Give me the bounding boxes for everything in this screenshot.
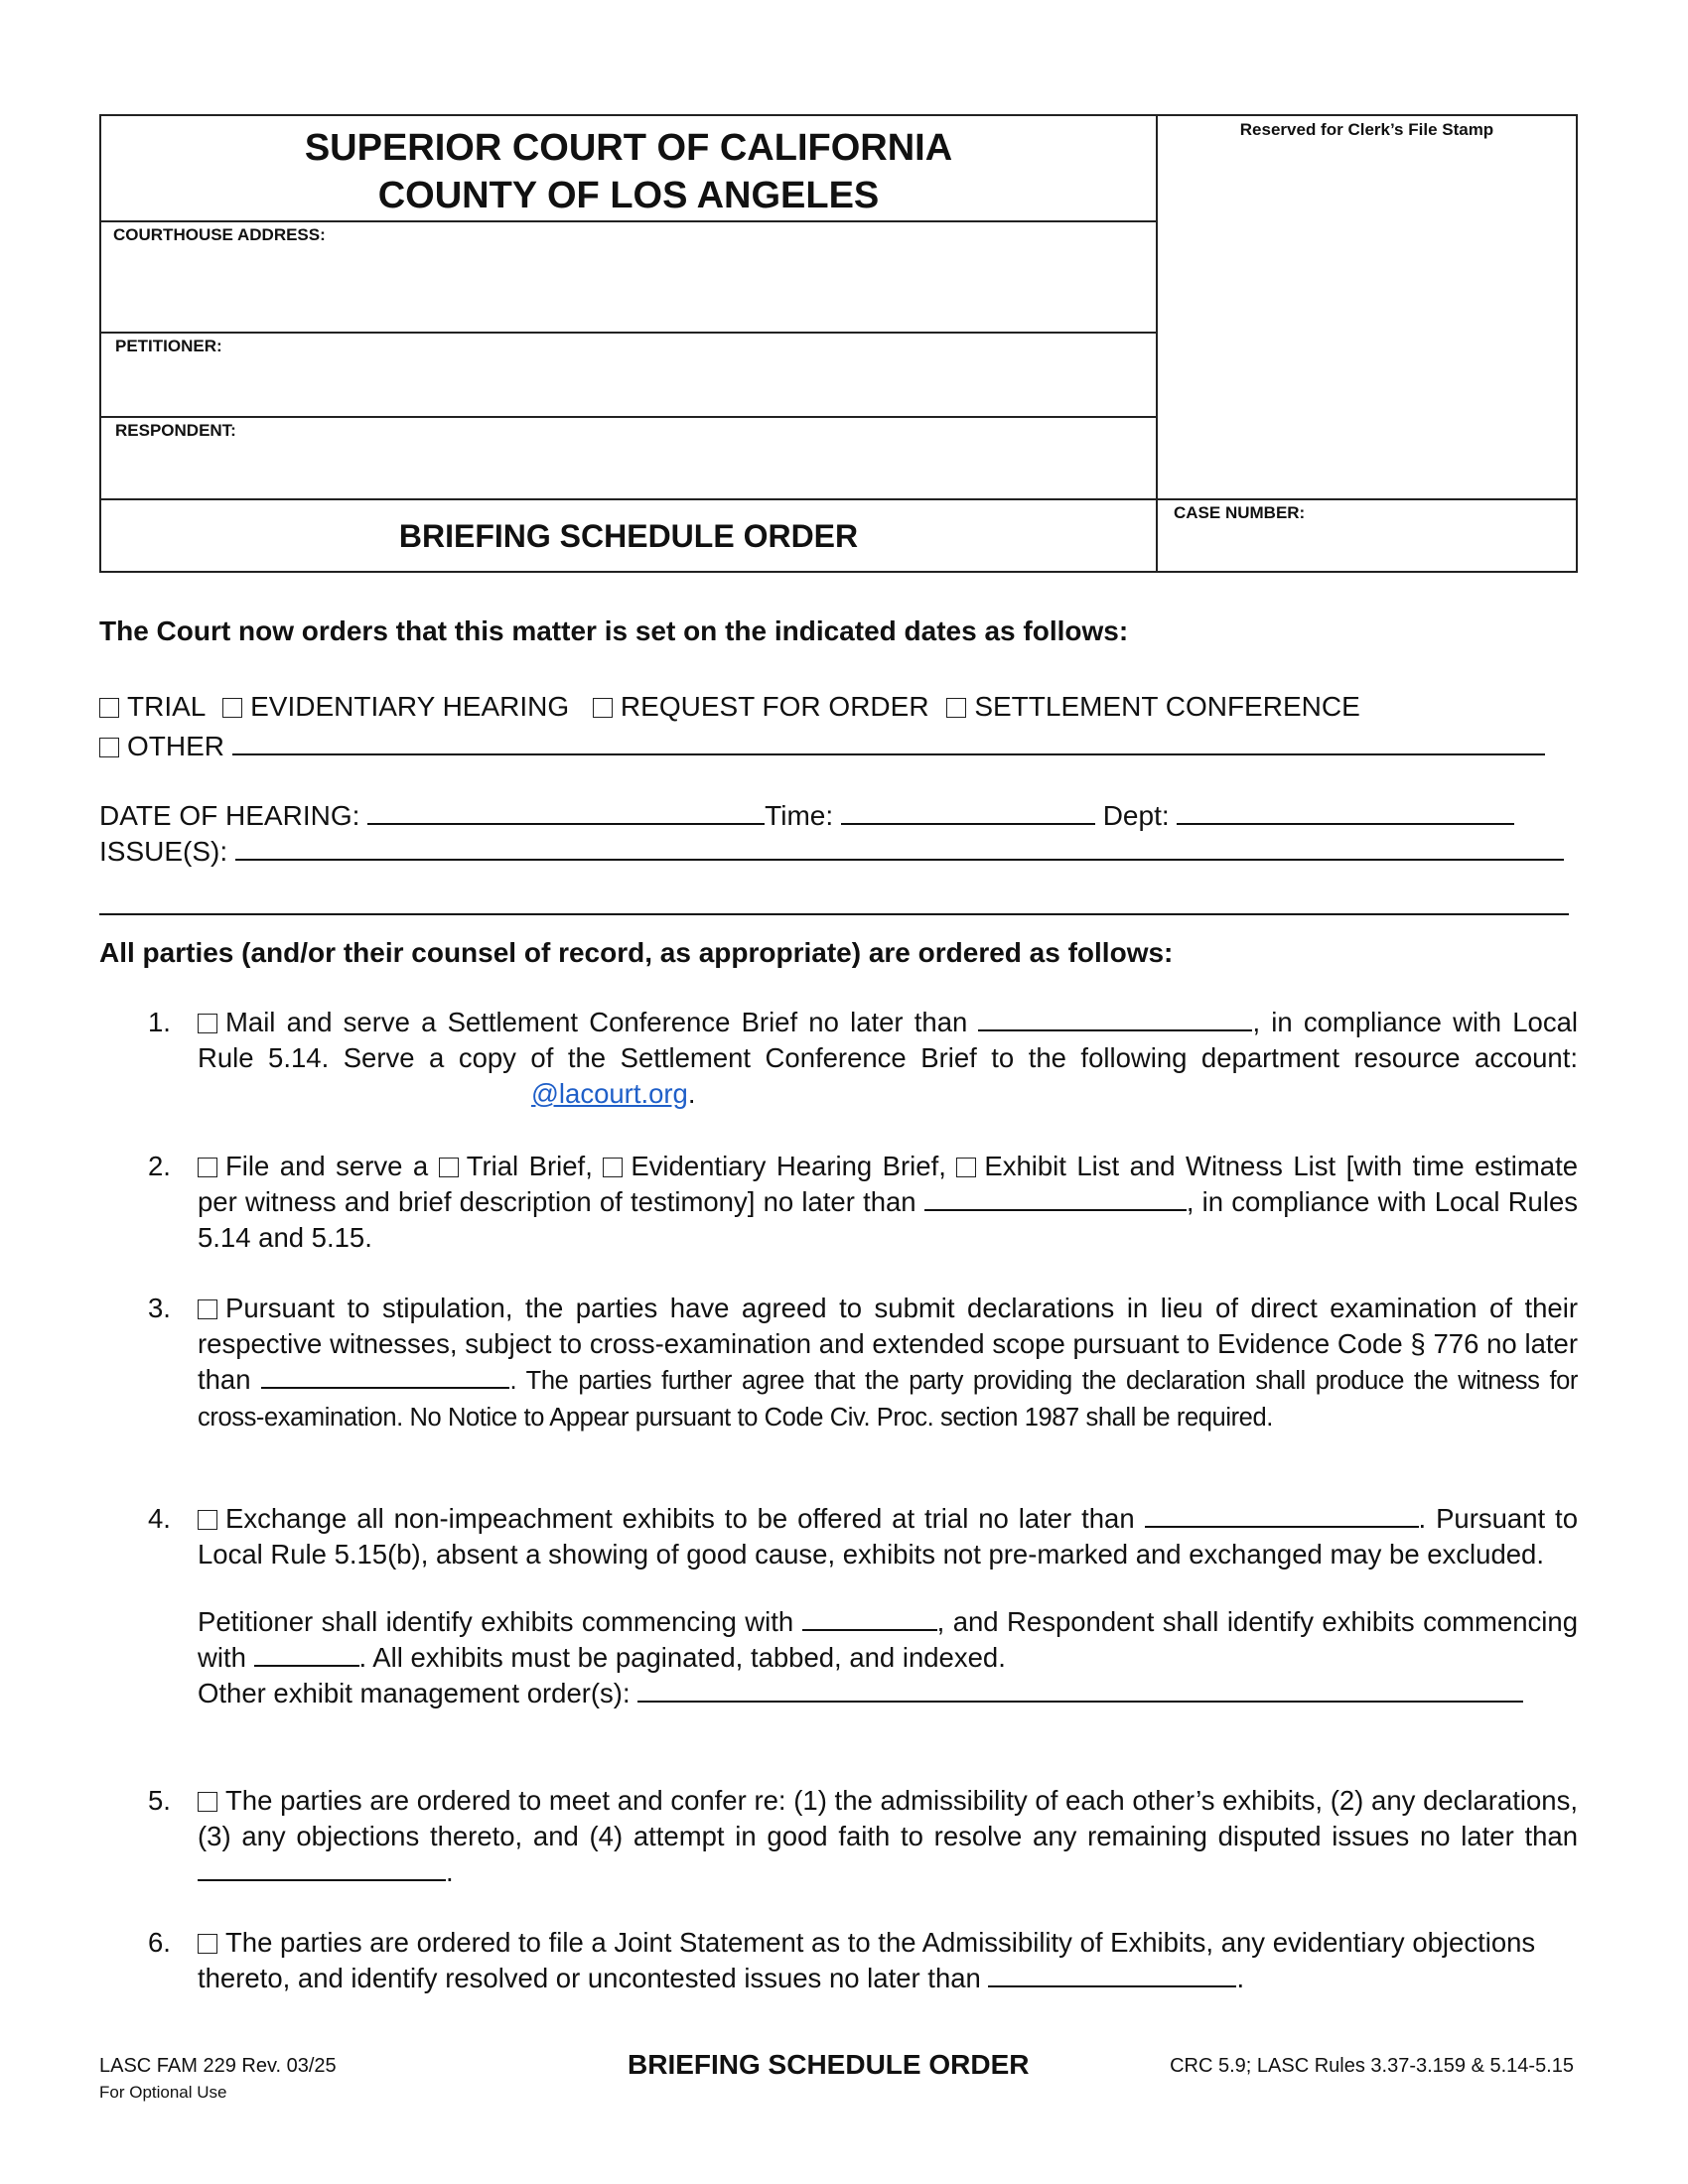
issues-line-2[interactable] bbox=[99, 913, 1569, 915]
divider bbox=[101, 416, 1156, 418]
text: . Pursuant to Local Rule 5.15(b), absent a showing of good cause, exhibits not pre-marked and exchanged may be excluded. bbox=[198, 1503, 1578, 1570]
label: EVIDENTIARY HEARING bbox=[250, 691, 570, 722]
item-6-checkbox[interactable] bbox=[198, 1934, 217, 1954]
label: OTHER bbox=[127, 731, 224, 761]
order-item-5 bbox=[148, 1783, 1578, 1890]
issues-blank[interactable] bbox=[235, 837, 1564, 861]
text: Exchange all non-impeachment exhibits to be offered at trial no later than bbox=[225, 1503, 1135, 1534]
evidentiary-brief-checkbox[interactable] bbox=[603, 1158, 623, 1177]
issues-row bbox=[99, 836, 1564, 868]
caption-box bbox=[99, 114, 1578, 573]
text: Trial Brief, bbox=[466, 1151, 593, 1181]
date-blank[interactable] bbox=[988, 1964, 1236, 1987]
text: The parties are ordered to file a Joint Statement as to the Admissibility of Exhibits, any evidentiary objections thereto, and identify resolved or uncontested issues no later than bbox=[198, 1927, 1536, 1993]
item-number: 1. bbox=[148, 1007, 171, 1037]
order-item-2 bbox=[148, 1149, 1578, 1256]
divider bbox=[101, 498, 1578, 500]
item-number: 5. bbox=[148, 1785, 171, 1816]
date-blank[interactable] bbox=[978, 1008, 1252, 1031]
text: . All exhibits must be paginated, tabbed, and indexed. bbox=[358, 1642, 1006, 1673]
text: . bbox=[446, 1856, 454, 1887]
footer-title: BRIEFING SCHEDULE ORDER bbox=[628, 2049, 1030, 2080]
trial-checkbox[interactable] bbox=[99, 698, 119, 718]
intro-text: The Court now orders that this matter is set on the indicated dates as follows: bbox=[99, 615, 1129, 646]
petitioner-field[interactable]: PETITIONER: bbox=[115, 337, 222, 355]
hearing-fields-row bbox=[99, 800, 1514, 832]
time-label: Time: bbox=[765, 800, 834, 831]
item-3-checkbox[interactable] bbox=[198, 1299, 217, 1319]
item-number: 3. bbox=[148, 1293, 171, 1323]
dept-label: Dept: bbox=[1102, 800, 1170, 831]
text: Evidentiary Hearing Brief, bbox=[631, 1151, 946, 1181]
order-item-4 bbox=[148, 1501, 1578, 1711]
text: , in compliance with Local Rule 5.14. Serve a copy of the Settlement Conference Brief to the following department resource account: bbox=[198, 1007, 1578, 1073]
other-checkbox[interactable] bbox=[99, 738, 119, 757]
text: . bbox=[687, 1078, 696, 1109]
exhibit-list-checkbox[interactable] bbox=[956, 1158, 976, 1177]
item-1-checkbox[interactable] bbox=[198, 1014, 217, 1033]
issues-label: ISSUE(S): bbox=[99, 836, 228, 867]
item-number: 2. bbox=[148, 1151, 171, 1181]
time-blank[interactable] bbox=[841, 801, 1095, 825]
court-name: SUPERIOR COURT OF CALIFORNIA COUNTY OF LOS ANGELES bbox=[304, 127, 953, 216]
courthouse-address-field[interactable]: COURTHOUSE ADDRESS: bbox=[113, 225, 326, 244]
text: Exhibit List and Witness List [with time estimate per witness and brief description of testimony] no later than bbox=[198, 1151, 1579, 1217]
text: , in compliance with Local Rules 5.14 and 5.15. bbox=[198, 1186, 1578, 1253]
item-4-checkbox[interactable] bbox=[198, 1510, 217, 1530]
hearing-type-row bbox=[99, 691, 1360, 723]
order-item-3 bbox=[148, 1291, 1578, 1435]
other-blank[interactable] bbox=[232, 732, 1545, 755]
item-number: 6. bbox=[148, 1927, 171, 1958]
text: Petitioner shall identify exhibits commencing with bbox=[198, 1606, 794, 1637]
order-item-1 bbox=[148, 1005, 1578, 1112]
form-number: LASC FAM 229 Rev. 03/25 bbox=[99, 2055, 337, 2077]
item-2-checkbox[interactable] bbox=[198, 1158, 217, 1177]
item-number: 4. bbox=[148, 1503, 171, 1534]
parties-heading: All parties (and/or their counsel of record, as appropriate) are ordered as follows: bbox=[99, 937, 1174, 968]
trial-brief-checkbox[interactable] bbox=[439, 1158, 459, 1177]
date-blank[interactable] bbox=[261, 1365, 509, 1389]
divider bbox=[101, 332, 1156, 334]
date-blank[interactable] bbox=[367, 801, 765, 825]
text: File and serve a bbox=[225, 1151, 429, 1181]
label: SETTLEMENT CONFERENCE bbox=[974, 691, 1360, 722]
text: The parties are ordered to meet and confer re: (1) the admissibility of each other’s exhibits, (2) any declarations, (3) any objections thereto, and (4) attempt in good faith to resolve any remaining disputed issues no later than bbox=[198, 1785, 1578, 1851]
footer-rules: CRC 5.9; LASC Rules 3.37-3.159 & 5.14-5.15 bbox=[1170, 2055, 1574, 2077]
dept-blank[interactable] bbox=[1177, 801, 1514, 825]
respondent-field[interactable]: RESPONDENT: bbox=[115, 421, 236, 440]
settlement-conference-checkbox[interactable] bbox=[946, 698, 966, 718]
text: Other exhibit management order(s): bbox=[198, 1678, 631, 1708]
respondent-exhibit-blank[interactable] bbox=[254, 1643, 359, 1667]
date-blank[interactable] bbox=[198, 1857, 446, 1881]
divider bbox=[1156, 116, 1158, 571]
document-title: BRIEFING SCHEDULE ORDER bbox=[398, 518, 859, 554]
date-blank[interactable] bbox=[924, 1187, 1187, 1211]
item-5-checkbox[interactable] bbox=[198, 1792, 217, 1812]
date-label: DATE OF HEARING: bbox=[99, 800, 360, 831]
text: . bbox=[1236, 1963, 1245, 1993]
divider bbox=[101, 220, 1156, 222]
text: . The parties further agree that the party providing the declaration shall produce the witness for cross-examination. No Notice to Appear pursuant to Code Civ. Proc. section 1987 shall be required. bbox=[198, 1367, 1579, 1432]
evidentiary-hearing-checkbox[interactable] bbox=[222, 698, 242, 718]
order-item-6 bbox=[148, 1925, 1578, 1996]
request-for-order-checkbox[interactable] bbox=[593, 698, 613, 718]
date-blank[interactable] bbox=[1145, 1504, 1419, 1528]
petitioner-exhibit-blank[interactable] bbox=[802, 1607, 937, 1631]
label: REQUEST FOR ORDER bbox=[620, 691, 929, 722]
other-row bbox=[99, 731, 1545, 762]
case-number-field[interactable]: CASE NUMBER: bbox=[1174, 503, 1306, 522]
email-link[interactable]: @lacourt.org bbox=[531, 1078, 688, 1109]
text: , and Respondent shall identify exhibits commencing with bbox=[198, 1606, 1578, 1673]
other-orders-blank[interactable] bbox=[637, 1679, 1523, 1703]
optional-use: For Optional Use bbox=[99, 2083, 227, 2102]
text: Mail and serve a Settlement Conference Brief no later than bbox=[225, 1007, 968, 1037]
clerk-stamp-label: Reserved for Clerk’s File Stamp bbox=[1239, 120, 1494, 139]
text: Pursuant to stipulation, the parties have agreed to submit declarations in lieu of direct examination of their respective witnesses, subject to cross-examination and extended scope pursuant to Evidence Code § 776 no later than bbox=[198, 1293, 1578, 1395]
label: TRIAL bbox=[127, 691, 206, 722]
